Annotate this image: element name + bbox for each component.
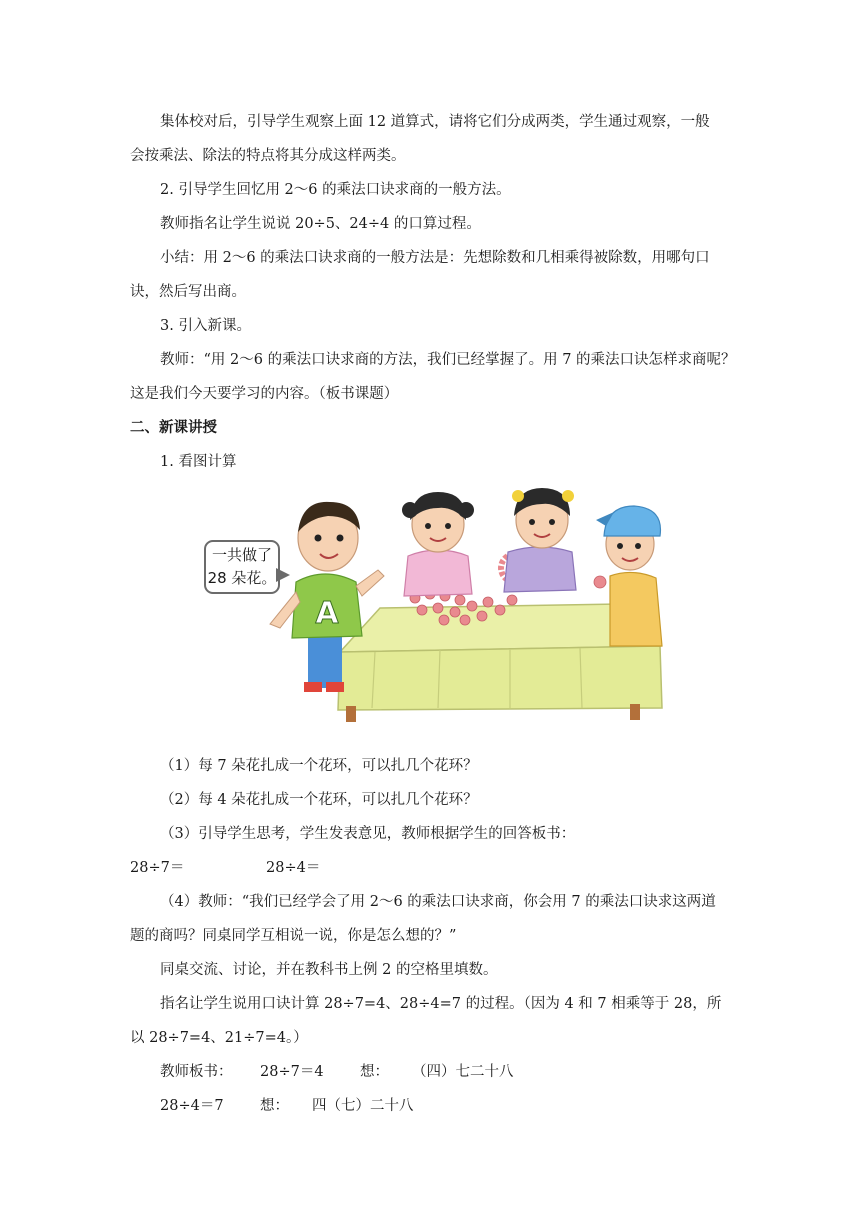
paragraph-line: 教师指名让学生说说 20÷5、24÷4 的口算过程。 [160, 216, 481, 232]
girl-two [504, 488, 576, 592]
paragraph-line: 2. 引导学生回忆用 2～6 的乘法口诀求商的一般方法。 [160, 182, 511, 198]
board-rhyme: （四）七二十八 [412, 1064, 514, 1080]
equation: 28÷4＝ [266, 860, 321, 876]
classroom-illustration [200, 486, 680, 742]
board-label: 教师板书： [160, 1064, 233, 1080]
bubble-line: 一共做了 [211, 546, 272, 564]
paragraph-line: 教师：“用 2～6 的乘法口诀求商的方法，我们已经掌握了。用 7 的乘法口诀怎样求商呢？ [160, 352, 736, 368]
board-think: 想： [360, 1064, 389, 1080]
equation-line [130, 858, 740, 878]
question-line: （3）引导学生思考，学生发表意见，教师根据学生的回答板书： [160, 826, 576, 842]
paragraph-line: 3. 引入新课。 [160, 318, 251, 334]
girl-one [402, 492, 474, 596]
paragraph-line: 会按乘法、除法的特点将其分成这样两类。 [130, 148, 406, 164]
board-think: 想： [260, 1098, 289, 1114]
board-equation: 28÷4＝7 [160, 1098, 224, 1114]
paragraph-line: 这是我们今天要学习的内容。（板书课题） [130, 386, 399, 402]
speech-bubble-tail [276, 568, 290, 582]
paragraph-line: 集体校对后，引导学生观察上面 12 道算式，请将它们分成两类，学生通过观察，一般 [160, 114, 710, 130]
bubble-line: 28 朵花。 [207, 569, 277, 587]
question-line: 题的商吗？同桌同学互相说一说，你是怎么想的？” [130, 928, 457, 944]
question-line: （4）教师：“我们已经学会了用 2～6 的乘法口诀求商，你会用 7 的乘法口诀求这两道 [160, 894, 716, 910]
paragraph-line: 指名让学生说用口诀计算 28÷7=4、28÷4=7 的过程。（因为 4 和 7 相乘等于 28，所 [160, 996, 722, 1012]
board-line [160, 1096, 770, 1116]
paragraph-line: 以 28÷7=4、21÷7=4。） [130, 1030, 308, 1046]
paragraph-line: 1. 看图计算 [160, 454, 237, 470]
speech-bubble [204, 540, 280, 594]
section-heading: 二、新课讲授 [130, 420, 217, 436]
board-rhyme: 四（七）二十八 [312, 1098, 414, 1114]
paragraph-line: 同桌交流、讨论，并在教科书上例 2 的空格里填数。 [160, 962, 498, 978]
shirt-letter: A [315, 596, 339, 631]
question-line: （2）每 4 朵花扎成一个花环，可以扎几个花环？ [160, 792, 478, 808]
board-equation: 28÷7＝4 [260, 1064, 324, 1080]
question-line: （1）每 7 朵花扎成一个花环，可以扎几个花环？ [160, 758, 478, 774]
equation: 28÷7＝ [130, 860, 185, 876]
board-line [160, 1062, 770, 1082]
paragraph-line: 诀，然后写出商。 [130, 284, 246, 300]
paragraph-line: 小结：用 2～6 的乘法口诀求商的一般方法是：先想除数和几相乘得被除数，用哪句口 [160, 250, 710, 266]
